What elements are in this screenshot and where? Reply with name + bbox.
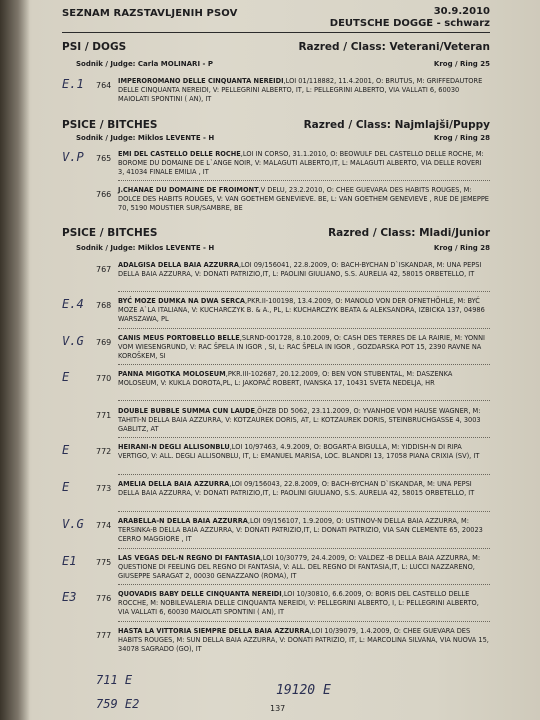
dog-details: ,LOI 01/118882, 11.4.2001, O: BRUTUS, M: GRIFFEDAUTORE DELLE CINQUANTA NEREIDI, V: PELLEGRINI ALBERTO, IT, L: PELLEGRINI ALBERTO, VIA VALLATI 6, 60030 MAIOLATI SPONTINI ( AN), IT bbox=[118, 77, 483, 103]
breed-name: DEUTSCHE DOGGE - schwarz bbox=[329, 18, 490, 29]
dog-name: HASTA LA VITTORIA SIEMPRE DELLA BAIA AZZURRA bbox=[118, 627, 310, 635]
handwritten-grade: E bbox=[62, 443, 70, 457]
handwritten-note: 19120 E bbox=[276, 683, 331, 698]
entry-text bbox=[118, 186, 490, 213]
page-title: SEZNAM RAZSTAVLJENIH PSOV bbox=[62, 8, 238, 19]
entry-text bbox=[118, 554, 490, 581]
catalog-number: 771 bbox=[96, 411, 112, 420]
dog-details: ,SLRND-001728, 8.10.2009, O: CASH DES TERRES DE LA RAIRIE, M: YONNI VOM WIESENGRUND, V: RAC ŠPELA IN IGOR , SI, L: RAC ŠPELA IN IGOR , GOZDARSKA POT 15, 2390 RAVNE NA KOROŠKEM, SI bbox=[118, 334, 485, 360]
entry-separator bbox=[118, 180, 490, 181]
section-ring: Krog / Ring 28 bbox=[433, 134, 490, 142]
dog-name: LAS VEGAS DEL-N REGNO DI FANTASIA bbox=[118, 554, 261, 562]
entry-text bbox=[118, 150, 490, 177]
header-info bbox=[330, 6, 490, 30]
dog-details: ,LOI IN CORSO, 31.1.2010, O: BEOWULF DEL CASTELLO DELLE ROCHE, M: BOROME DU DOMAINE DE L`ANGE NOIR, V: MALAGUTI ALBERTO,IT, L: MALAGUTI ALBERTO, VIA DELLE ROVERI 3, 41034 FINALE EMILIA , IT bbox=[118, 150, 484, 176]
handwritten-grade: E.1 bbox=[62, 77, 84, 91]
entry-text bbox=[118, 517, 490, 544]
handwritten-grade: E3 bbox=[62, 590, 77, 604]
entry-separator bbox=[118, 291, 490, 292]
section-ring: Krog / Ring 28 bbox=[433, 244, 490, 252]
entry-separator bbox=[118, 400, 490, 401]
section-title: PSICE / BITCHES bbox=[62, 119, 158, 131]
dog-name: J.CHANAE DU DOMAINE DE FROIMONT bbox=[118, 186, 259, 194]
dog-name: PANNA MIGOTKA MOLOSEUM bbox=[118, 370, 226, 378]
dog-name: HEIRANI-N DEGLI ALLISONBLU bbox=[118, 443, 230, 451]
section-title: PSI / DOGS bbox=[62, 41, 127, 53]
section-judge: Sodnik / Judge: Carla MOLINARI - P bbox=[76, 60, 213, 68]
catalog-number: 768 bbox=[96, 301, 112, 310]
section-class: Razred / Class: Veterani/Veteran bbox=[298, 41, 490, 53]
entry-separator bbox=[118, 511, 490, 512]
section-ring: Krog / Ring 25 bbox=[433, 60, 490, 68]
entry-separator bbox=[118, 548, 490, 549]
entry-text bbox=[118, 261, 490, 279]
dog-name: CANIS MEUS PORTOBELLO BELLE bbox=[118, 334, 240, 342]
catalog-number: 775 bbox=[96, 558, 112, 567]
dog-details: ,LOI 10/39079, 1.4.2009, O: CHEE GUEVARA DES HABITS ROUGES, M: SUN DELLA BAIA AZZURRA, V: DONATI PATRIZIO, IT, L: MARCOLINA SILVANA, VIA NUOVA 15, 34078 SAGRADO (GO), IT bbox=[118, 627, 489, 653]
entry-text bbox=[118, 407, 490, 434]
dog-details: ,LOI 09/156043, 22.8.2009, O: BACH-BYCHAN D`ISKANDAR, M: UNA PEPSI DELLA BAIA AZZURRA, V: DONATI PATRIZIO,IT, L: PAOLINI GIULIANO, S.S. AURELIA 42, 58015 ORBETELLO, IT bbox=[118, 480, 475, 497]
entry-text bbox=[118, 77, 490, 104]
dog-name: EMI DEL CASTELLO DELLE ROCHE bbox=[118, 150, 241, 158]
header-rule bbox=[62, 32, 490, 33]
dog-details: ,PKR.II-100198, 13.4.2009, O: MANOLO VON DER OFNETHÖHLE, M: BYĆ MOZE A`LA ITALIANA, V: KUCHARCZYK B. & A., PL, L: KUCHARCZYK BEATA & ALEKSANDRA, IZBICKA 137, 04986 WARSZAWA, PL bbox=[118, 297, 485, 323]
handwritten-grade: V.P bbox=[62, 150, 84, 164]
handwritten-note: 759 E2 bbox=[96, 697, 140, 711]
catalog-number: 769 bbox=[96, 338, 112, 347]
handwritten-grade: E.4 bbox=[62, 297, 84, 311]
catalog-number: 773 bbox=[96, 484, 112, 493]
handwritten-note: 711 E bbox=[96, 673, 133, 687]
dog-details: ,LOI 10/30779, 24.4.2009, O: VALDEZ -B DELLA BAIA AZZURRA, M: QUESTIONE DI FEELING DEL REGNO DI FANTASIA, V: ALL. DEL REGNO DI FANTASIA,IT, L: LUCCI NAZZARENO, GIUSEPPE SARAGAT 2, 00030 GENAZZANO (ROMA), IT bbox=[118, 554, 481, 580]
dog-name: DOUBLE BUBBLE SUMMA CUN LAUDE bbox=[118, 407, 255, 415]
catalog-number: 765 bbox=[96, 154, 112, 163]
entry-text bbox=[118, 334, 490, 361]
page-number: 137 bbox=[270, 704, 286, 713]
entry-text bbox=[118, 297, 490, 324]
dog-details: ,LOI 10/97463, 4.9.2009, O: BOGART-A BIGULLA, M: YIDDISH-N DI RIPA VERTIGO, V: ALL. DEGLI ALLISONBLU, IT, L: EMANUEL MARISA, LOC. BLANDRI 13, 17058 PIANA CRIXIA (SV), IT bbox=[118, 443, 480, 460]
dog-details: ,PKR.III-102687, 20.12.2009, O: BEN VON STUBENTAL, M: DASZENKA MOLOSEUM, V: KUKLA DOROTA,PL, L: JAKOPAČ ROBERT, IVANSKA 17, 10431 SVETA NEDELJA, HR bbox=[118, 370, 453, 387]
entry-text bbox=[118, 443, 490, 461]
dog-details: ,LOI 09/156041, 22.8.2009, O: BACH-BYCHAN D`ISKANDAR, M: UNA PEPSI DELLA BAIA AZZURRA, V: DONATI PATRIZIO,IT, L: PAOLINI GIULIANO, S.S. AURELIA 42, 58015 ORBETELLO, IT bbox=[118, 261, 482, 278]
section-title: PSICE / BITCHES bbox=[62, 227, 158, 239]
handwritten-grade: V.G bbox=[62, 334, 84, 348]
dog-name: IMPEROROMANO DELLE CINQUANTA NEREIDI bbox=[118, 77, 284, 85]
catalog-number: 776 bbox=[96, 594, 112, 603]
section-judge: Sodnik / Judge: Miklos LEVENTE - H bbox=[76, 134, 215, 142]
entry-separator bbox=[118, 328, 490, 329]
dog-details: ,ÖHZB DD 5062, 23.11.2009, O: YVANHOE VOM HAUSE WAGNER, M: TAHITI-N DELLA BAIA AZZURRA, V: KOTZAUREK DORIS, AT, L: KOTZAUREK DORIS, STEINBRUCHGASSE 4, 3003 GABLITZ, AT bbox=[118, 407, 481, 433]
section-class: Razred / Class: Mladi/Junior bbox=[328, 227, 490, 239]
dog-name: QUOVADIS BABY DELLE CINQUANTA NEREIDI bbox=[118, 590, 282, 598]
dog-name: AMELIA DELLA BAIA AZZURRA bbox=[118, 480, 230, 488]
section-class: Razred / Class: Najmlajši/Puppy bbox=[303, 119, 490, 131]
book-binding bbox=[0, 0, 30, 720]
entry-separator bbox=[118, 364, 490, 365]
catalog-number: 777 bbox=[96, 631, 112, 640]
catalog-number: 766 bbox=[96, 190, 112, 199]
catalog-number: 767 bbox=[96, 265, 112, 274]
dog-details: ,V DELU, 23.2.2010, O: CHEE GUEVARA DES HABITS ROUGES, M: DOLCE DES HABITS ROUGES, V: VAN GOETHEM GENEVIEVE. BE, L: VAN GOETHEM GENEVIEVE , RUE DE JEMEPPE 70, 5190 MOUSTIER SUR/SAMBRE, BE bbox=[118, 186, 489, 212]
entry-text bbox=[118, 627, 490, 654]
entry-separator bbox=[118, 621, 490, 622]
catalog-number: 770 bbox=[96, 374, 112, 383]
dog-name: ADALGISA DELLA BAIA AZZURRA bbox=[118, 261, 239, 269]
dog-details: ,LOI 09/156107, 1.9.2009, O: USTINOV-N DELLA BAIA AZZURRA, M: TERSINKA-B DELLA BAIA AZZURRA, V: DONATI PATRIZIO,IT, L: DONATI PATRIZIO, VIA SAN CLEMENTE 65, 20023 CERRO MAGGIORE , IT bbox=[118, 517, 483, 543]
handwritten-grade: V.G bbox=[62, 517, 84, 531]
entry-separator bbox=[118, 437, 490, 438]
entry-text bbox=[118, 480, 490, 498]
entry-separator bbox=[118, 584, 490, 585]
handwritten-grade: E bbox=[62, 480, 70, 494]
catalog-number: 772 bbox=[96, 447, 112, 456]
dog-details: ,LOI 10/30810, 6.6.2009, O: BORIS DEL CASTELLO DELLE ROCCHE, M: NOBILEVALERIA DELLE CINQUANTA NEREIDI, V: PELLEGRINI ALBERTO, I, L: PELLEGRINI ALBERTO, VIA VALLATI 6, 60030 MAIOLATI SPONTINI ( AN), IT bbox=[118, 590, 479, 616]
handwritten-grade: E bbox=[62, 370, 70, 384]
entry-separator bbox=[118, 474, 490, 475]
show-date: 30.9.2010 bbox=[433, 6, 490, 17]
handwritten-grade: E1 bbox=[62, 554, 77, 568]
dog-name: BYĆ MOZE DUMKA NA DWA SERCA bbox=[118, 297, 246, 305]
catalog-number: 764 bbox=[96, 81, 112, 90]
entry-text bbox=[118, 370, 490, 388]
catalog-number: 774 bbox=[96, 521, 112, 530]
section-judge: Sodnik / Judge: Miklos LEVENTE - H bbox=[76, 244, 215, 252]
dog-name: ARABELLA-N DELLA BAIA AZZURRA bbox=[118, 517, 248, 525]
entry-text bbox=[118, 590, 490, 617]
